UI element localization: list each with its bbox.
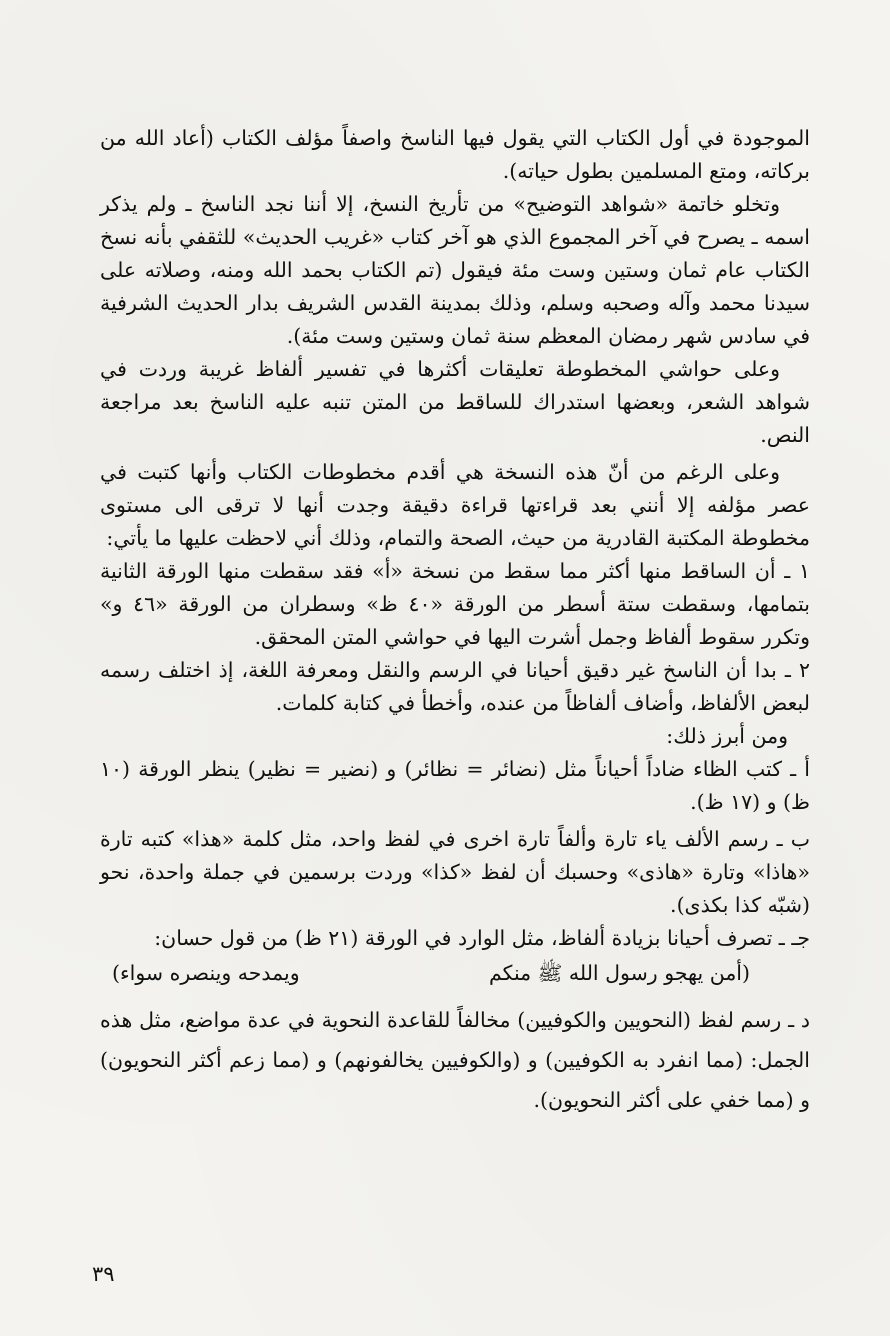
page-number: ٣٩ (92, 1262, 115, 1286)
poem-verse (100, 957, 810, 990)
example-alif-ya: ب ـ رسم الألف ياء تارة وألفاً تارة اخرى في لفظ واحد، مثل كلمة «هذا» كتبه تارة «هاذا» وتارة «هاذى» وحسبك أن لفظ «كذا» وردت برسمين في جملة واحدة، نحو (شبّه كذا بكذى). (100, 827, 810, 917)
point-copyist-errors: ٢ ـ بدا أن الناسخ غير دقيق أحيانا في الرسم والنقل ومعرفة اللغة، إذ اختلف رسمه لبعض الألفاظ، وأضاف ألفاظاً من عنده، وأخطأ في كتابة كلمات. (100, 658, 810, 715)
example-added-words: جـ ـ تصرف أحيانا بزيادة ألفاظ، مثل الوارد في الورقة (٢١ ظ) من قول حسان: (154, 926, 810, 950)
paragraph-colophon: وتخلو خاتمة «شواهد التوضيح» من تأريخ النسخ، إلا أننا نجد الناسخ ـ ولم يذكر اسمه ـ يصرح في آخر المجموع الذي هو آخر كتاب «غريب الحديث» للثقفي بأنه نسخ الكتاب عام ثمان وستين وست مئة فيقول (تم الكتاب بحمد الله ومنه، وصلاته على سيدنا محمد وآله وصحبه وسلم، وذلك بمدينة القدس الشريف بدار الحديث الشرفية في سادس شهر رمضان المعظم سنة ثمان وستين وست مئة). (100, 192, 810, 348)
paragraph-copyist-description: الموجودة في أول الكتاب التي يقول فيها الناسخ واصفاً مؤلف الكتاب (أعاد الله من بركاته، ومتع المسلمين بطول حياته). (100, 126, 810, 183)
page-body (100, 122, 810, 1120)
poem-second-hemistich: ويمدحه وينصره سواء) (112, 961, 300, 985)
poem-first-hemistich: (أمن يهجو رسول الله ﷺ منكم (488, 961, 750, 985)
paragraph-manuscript-assessment: وعلى الرغم من أنّ هذه النسخة هي أقدم مخطوطات الكتاب وأنها كتبت في عصر مؤلفه إلا أنني بعد قراءتها قراءة دقيقة وجدت أنها لا ترقى الى مستوى مخطوطة المكتبة القادرية من حيث، الصحة والتمام، وذلك أني لاحظت عليها ما يأتي: (100, 460, 810, 550)
paragraph-margins: وعلى حواشي المخطوطة تعليقات أكثرها في تفسير ألفاظ غريبة وردت في شواهد الشعر، وبعضها استدراك للساقط من المتن تنبه عليه الناسخ بعد مراجعة النص. (100, 357, 810, 447)
example-dha-dad: أ ـ كتب الظاء ضاداً أحياناً مثل (نضائر = نظائر) و (نضير = نظير) ينظر الورقة (١٠ ظ) و (١٧ ظ). (100, 757, 810, 814)
point-missing-pages: ١ ـ أن الساقط منها أكثر مما سقط من نسخة «أ» فقد سقطت منها الورقة الثانية بتمامها، وسقطت ستة أسطر من الورقة «٤٠ ظ» وسطران من الورقة «٤٦ و» وتكرر سقوط ألفاظ وجمل أشرت اليها في حواشي المتن المحقق. (100, 559, 810, 649)
examples-intro: ومن أبرز ذلك: (666, 724, 788, 748)
example-nahwiyyin-kufiyyin: د ـ رسم لفظ (النحويين والكوفيين) مخالفاً للقاعدة النحوية في عدة مواضع، مثل هذه الجمل: (مما انفرد به الكوفيين) و (والكوفيين يخالفونهم) و (مما زعم أكثر النحويون) و (مما خفي على أكثر النحويون). (100, 1008, 810, 1112)
